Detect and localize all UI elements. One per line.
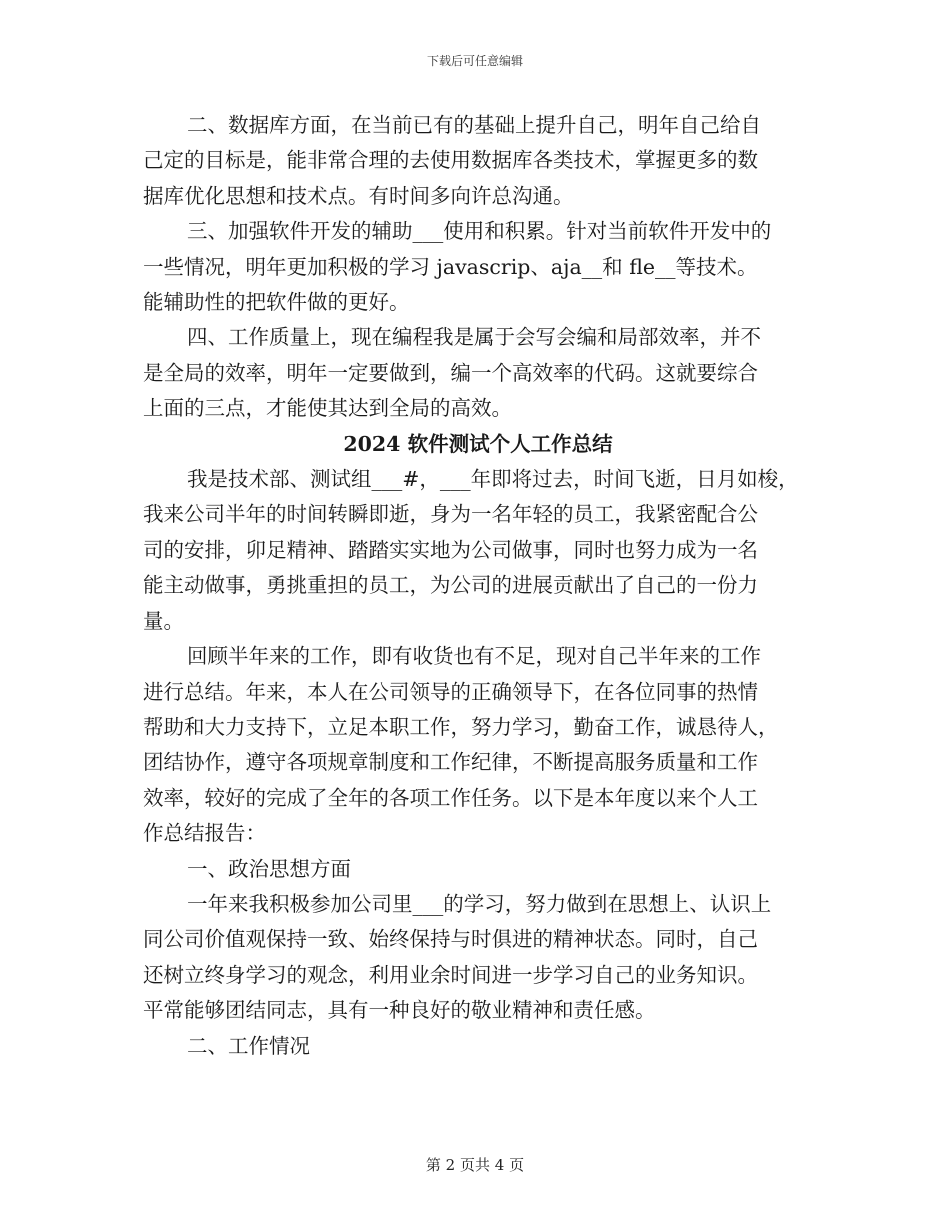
text-line: 据库优化思想和技术点。有时间多向许总沟通。	[143, 183, 574, 208]
text-line: 同公司价值观保持一致、始终保持与时俱进的精神状态。同时，自己	[143, 927, 758, 952]
section-title: 2024 软件测试个人工作总结	[343, 431, 613, 456]
text-line: 三、加强软件开发的辅助___使用和积累。针对当前软件开发中的	[187, 219, 772, 244]
text-line: 己定的目标是，能非常合理的去使用数据库各类技术，掌握更多的数	[143, 148, 758, 173]
text-line: 二、数据库方面，在当前已有的基础上提升自己，明年自己给自	[187, 113, 761, 137]
paragraph	[143, 639, 813, 851]
text-line: 团结协作，遵守各项规章制度和工作纪律，不断提高服务质量和工作	[143, 750, 758, 775]
paragraph	[143, 1029, 813, 1064]
text-line: 回顾半年来的工作，即有收货也有不足，现对自己半年来的工作	[187, 644, 761, 669]
document-body	[143, 108, 813, 1064]
text-line: 司的安排，卯足精神、踏踏实实地为公司做事，同时也努力成为一名	[143, 537, 758, 562]
page-footer: 第 2 页共 4 页	[425, 1156, 525, 1174]
text-line: 一、政治思想方面	[187, 856, 351, 881]
text-line: 我来公司半年的时间转瞬即逝，身为一名年轻的员工，我紧密配合公	[143, 502, 758, 527]
text-line: 四、工作质量上，现在编程我是属于会写会编和局部效率，并不	[187, 325, 761, 350]
text-line: 上面的三点，才能使其达到全局的高效。	[143, 396, 512, 421]
paragraph	[143, 214, 813, 320]
text-line: 是全局的效率，明年一定要做到，编一个高效率的代码。这就要综合	[143, 360, 758, 385]
paragraph	[143, 108, 813, 214]
text-line: 还树立终身学习的观念，利用业余时间进一步学习自己的业务知识。	[143, 962, 758, 987]
text-line: 作总结报告：	[143, 821, 266, 846]
text-line: 能主动做事，勇挑重担的员工，为公司的进展贡献出了自己的一份力	[143, 573, 758, 598]
text-line: 进行总结。年来，本人在公司领导的正确领导下，在各位同事的热情	[143, 679, 758, 704]
paragraph	[143, 887, 813, 1029]
text-line: 平常能够团结同志，具有一种良好的敬业精神和责任感。	[143, 998, 656, 1023]
text-line: 帮助和大力支持下，立足本职工作，努力学习，勤奋工作，诚恳待人，	[143, 714, 779, 739]
text-line: 一些情况，明年更加积极的学习 javascrip、aja__和 fle__等技术。	[143, 254, 758, 279]
text-line: 效率，较好的完成了全年的各项工作任务。以下是本年度以来个人工	[143, 785, 758, 810]
text-line: 我是技术部、测试组___#，___年即将过去，时间飞逝，日月如梭，	[187, 467, 799, 492]
text-line: 量。	[143, 608, 184, 633]
paragraph	[143, 462, 813, 639]
page-header: 下载后可任意编辑	[426, 54, 523, 68]
text-line: 一年来我积极参加公司里___的学习，努力做到在思想上、认识上	[187, 891, 772, 916]
paragraph	[143, 852, 813, 887]
paragraph	[143, 320, 813, 426]
text-line: 能辅助性的把软件做的更好。	[143, 290, 410, 315]
text-line: 二、工作情况	[187, 1033, 310, 1058]
